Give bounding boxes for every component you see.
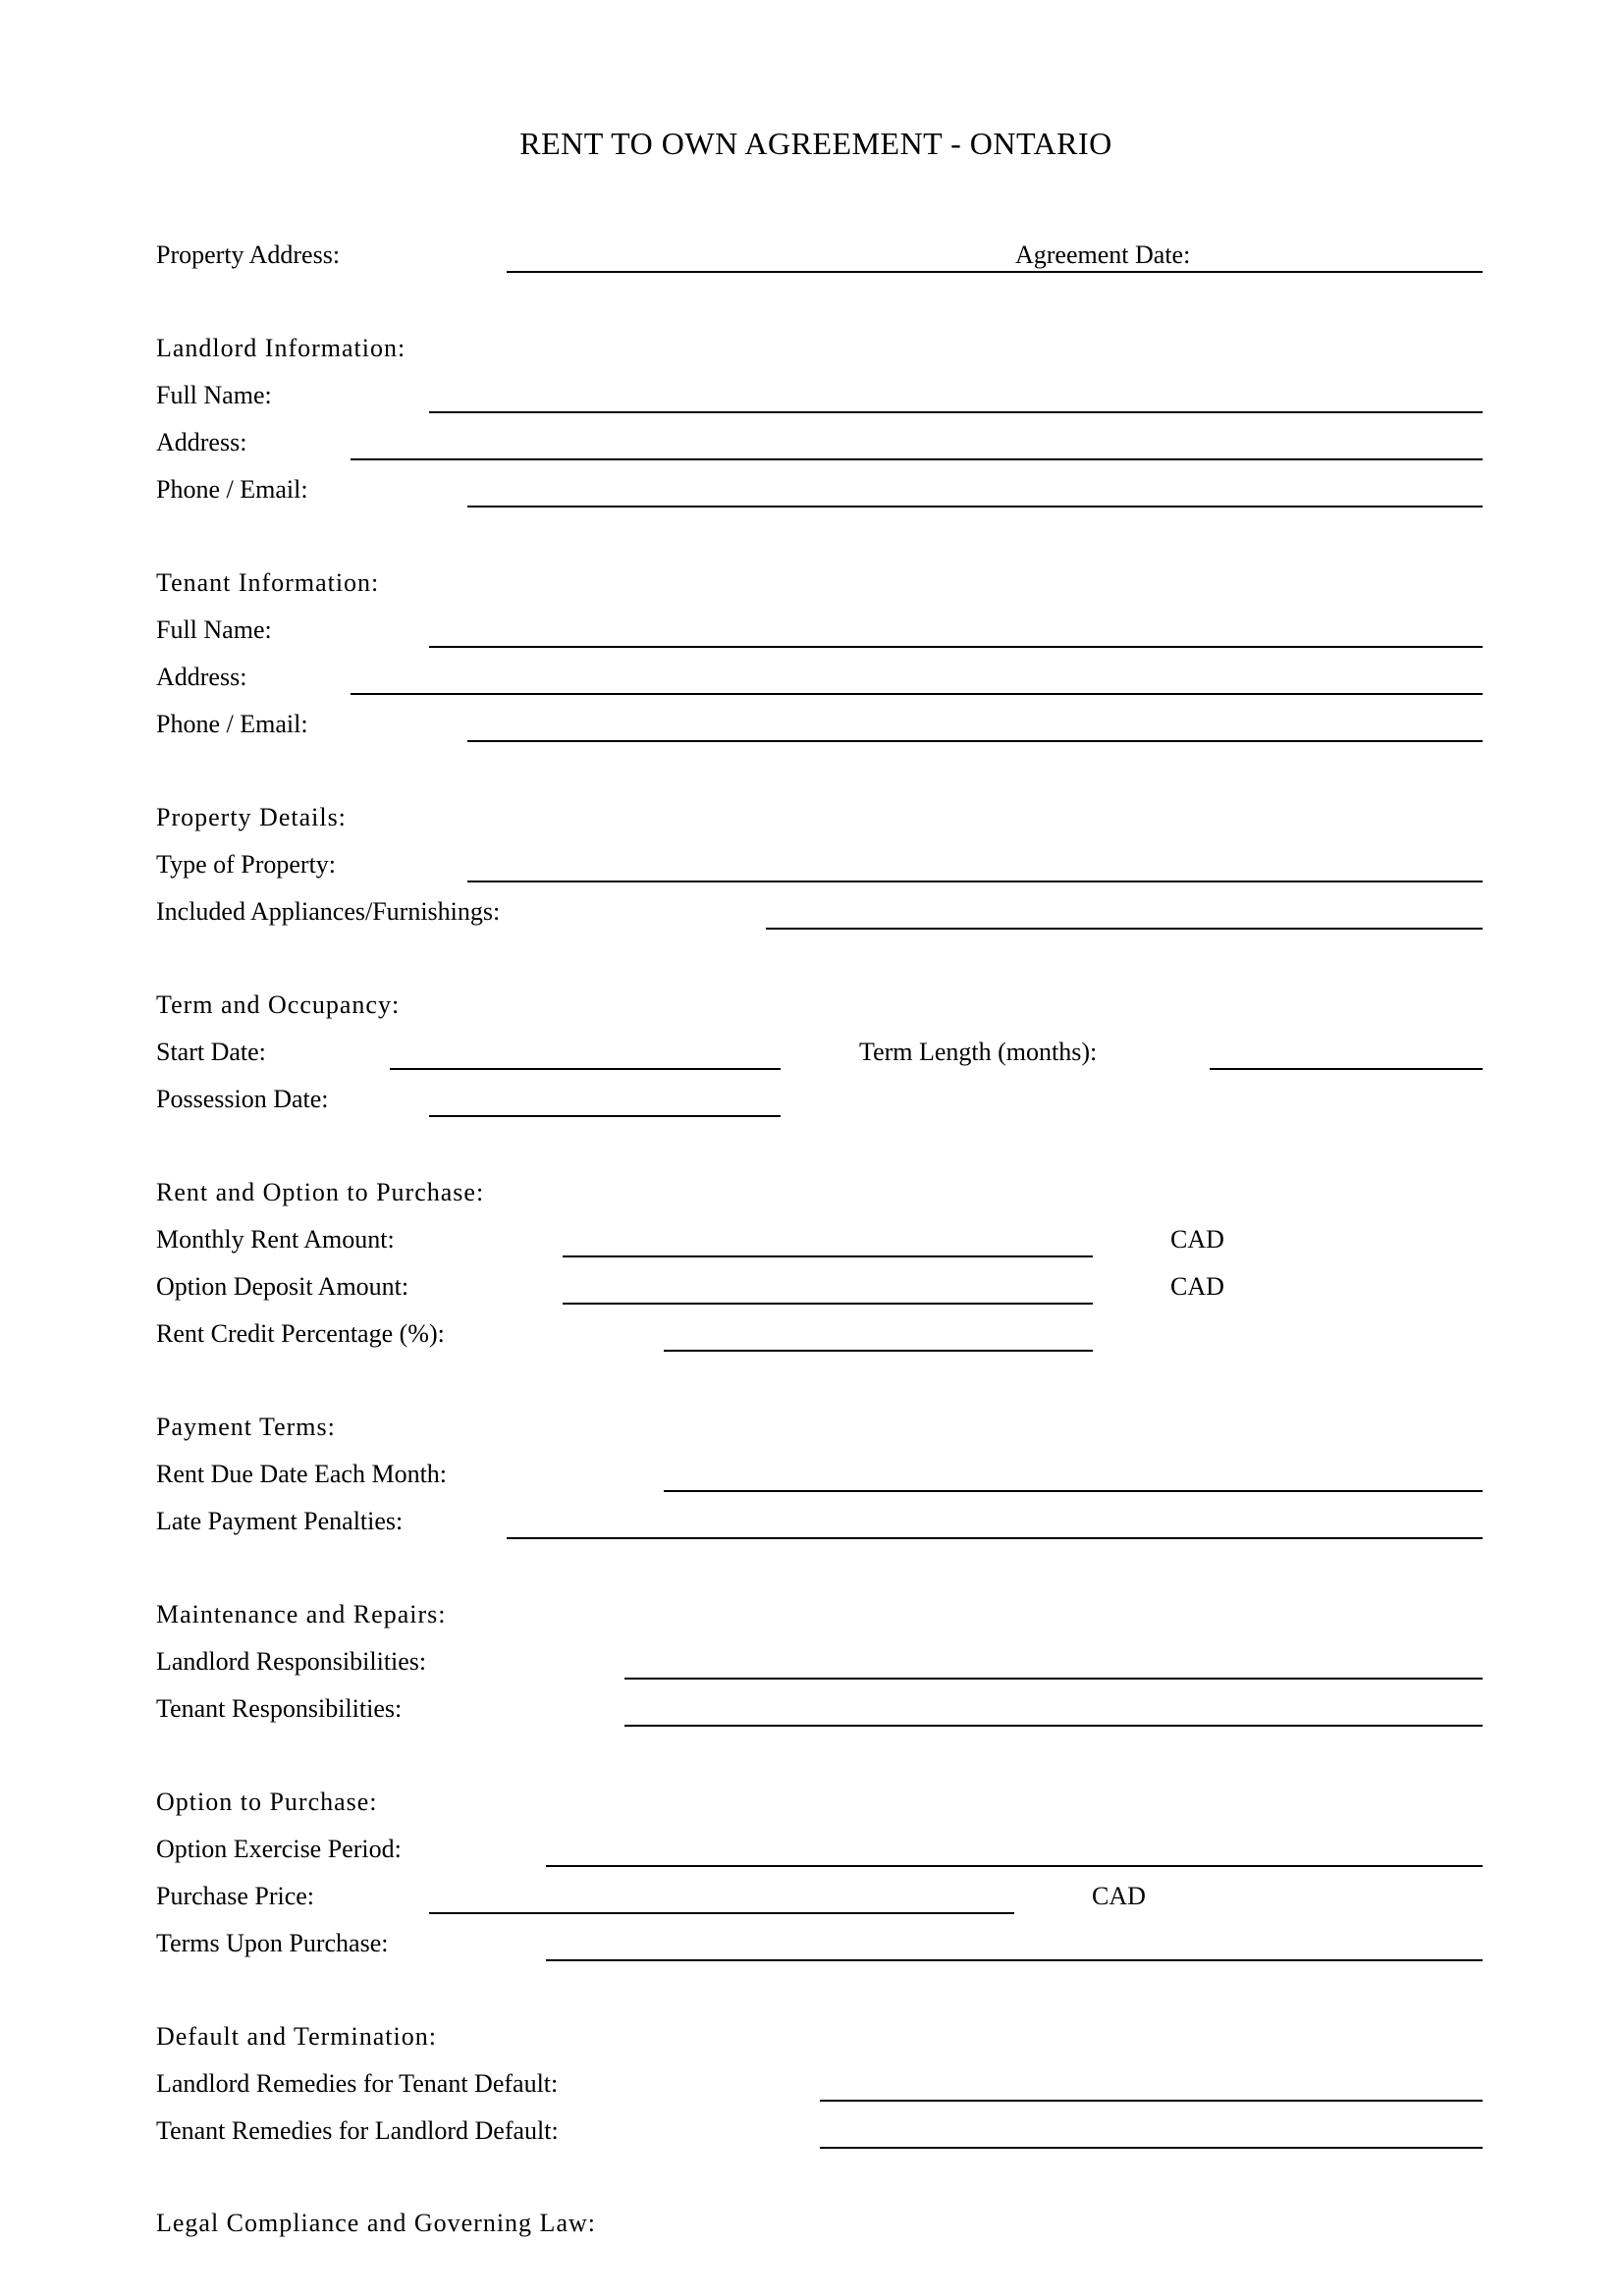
landlord-full-name-label: Full Name: — [156, 381, 272, 409]
tenant-resp-field[interactable] — [624, 1725, 1483, 1727]
possession-date-field[interactable] — [429, 1115, 781, 1117]
purchase-price-currency: CAD — [1092, 1882, 1146, 1910]
option-deposit-currency: CAD — [1170, 1272, 1224, 1301]
tenant-phone-email-field[interactable] — [467, 740, 1483, 742]
appliances-label: Included Appliances/Furnishings: — [156, 897, 501, 926]
start-date-field[interactable] — [390, 1068, 781, 1070]
possession-date-label: Possession Date: — [156, 1085, 329, 1113]
tenant-remedies-label: Tenant Remedies for Landlord Default: — [156, 2116, 559, 2145]
appliances-field[interactable] — [766, 928, 1483, 930]
option-deposit-field[interactable] — [563, 1303, 1093, 1305]
property-address-label: Property Address: — [156, 240, 341, 269]
default-section-heading: Default and Termination: — [156, 2022, 437, 2051]
term-length-field[interactable] — [1210, 1068, 1483, 1070]
landlord-address-field[interactable] — [351, 458, 1483, 460]
option-section-heading: Option to Purchase: — [156, 1788, 378, 1816]
term-section-heading: Term and Occupancy: — [156, 990, 401, 1019]
due-date-field[interactable] — [664, 1490, 1483, 1492]
term-length-label: Term Length (months): — [859, 1038, 1098, 1066]
tenant-full-name-label: Full Name: — [156, 615, 272, 644]
late-penalties-field[interactable] — [507, 1537, 1483, 1539]
purchase-price-label: Purchase Price: — [156, 1882, 315, 1910]
due-date-label: Rent Due Date Each Month: — [156, 1460, 448, 1488]
property-address-field[interactable] — [507, 271, 1483, 273]
rent-section-heading: Rent and Option to Purchase: — [156, 1178, 485, 1206]
landlord-resp-field[interactable] — [624, 1678, 1483, 1680]
tenant-address-label: Address: — [156, 663, 247, 691]
landlord-full-name-field[interactable] — [429, 411, 1483, 413]
landlord-address-label: Address: — [156, 428, 247, 456]
maintenance-section-heading: Maintenance and Repairs: — [156, 1600, 447, 1629]
monthly-rent-field[interactable] — [563, 1255, 1093, 1257]
landlord-remedies-field[interactable] — [820, 2100, 1483, 2102]
terms-upon-purchase-field[interactable] — [546, 1959, 1483, 1961]
tenant-remedies-field[interactable] — [820, 2147, 1483, 2149]
exercise-period-label: Option Exercise Period: — [156, 1835, 402, 1863]
rent-credit-label: Rent Credit Percentage (%): — [156, 1319, 445, 1348]
landlord-section-heading: Landlord Information: — [156, 334, 406, 362]
monthly-rent-currency: CAD — [1170, 1225, 1224, 1254]
tenant-resp-label: Tenant Responsibilities: — [156, 1694, 403, 1723]
start-date-label: Start Date: — [156, 1038, 266, 1066]
landlord-phone-email-label: Phone / Email: — [156, 475, 308, 504]
terms-upon-purchase-label: Terms Upon Purchase: — [156, 1929, 389, 1957]
tenant-section-heading: Tenant Information: — [156, 568, 380, 597]
property-type-label: Type of Property: — [156, 850, 337, 879]
option-deposit-label: Option Deposit Amount: — [156, 1272, 409, 1301]
rent-credit-field[interactable] — [664, 1350, 1093, 1352]
purchase-price-field[interactable] — [429, 1912, 1014, 1914]
tenant-phone-email-label: Phone / Email: — [156, 710, 308, 738]
tenant-address-field[interactable] — [351, 693, 1483, 695]
late-penalties-label: Late Payment Penalties: — [156, 1507, 404, 1535]
monthly-rent-label: Monthly Rent Amount: — [156, 1225, 395, 1254]
agreement-date-label: Agreement Date: — [1015, 240, 1191, 269]
legal-section-heading: Legal Compliance and Governing Law: — [156, 2209, 596, 2237]
payment-section-heading: Payment Terms: — [156, 1413, 336, 1441]
property-section-heading: Property Details: — [156, 803, 347, 831]
property-type-field[interactable] — [467, 881, 1483, 882]
tenant-full-name-field[interactable] — [429, 646, 1483, 648]
exercise-period-field[interactable] — [546, 1865, 1483, 1867]
page-title: RENT TO OWN AGREEMENT - ONTARIO — [519, 126, 1112, 161]
landlord-remedies-label: Landlord Remedies for Tenant Default: — [156, 2069, 559, 2098]
landlord-resp-label: Landlord Responsibilities: — [156, 1647, 427, 1676]
landlord-phone-email-field[interactable] — [467, 506, 1483, 507]
